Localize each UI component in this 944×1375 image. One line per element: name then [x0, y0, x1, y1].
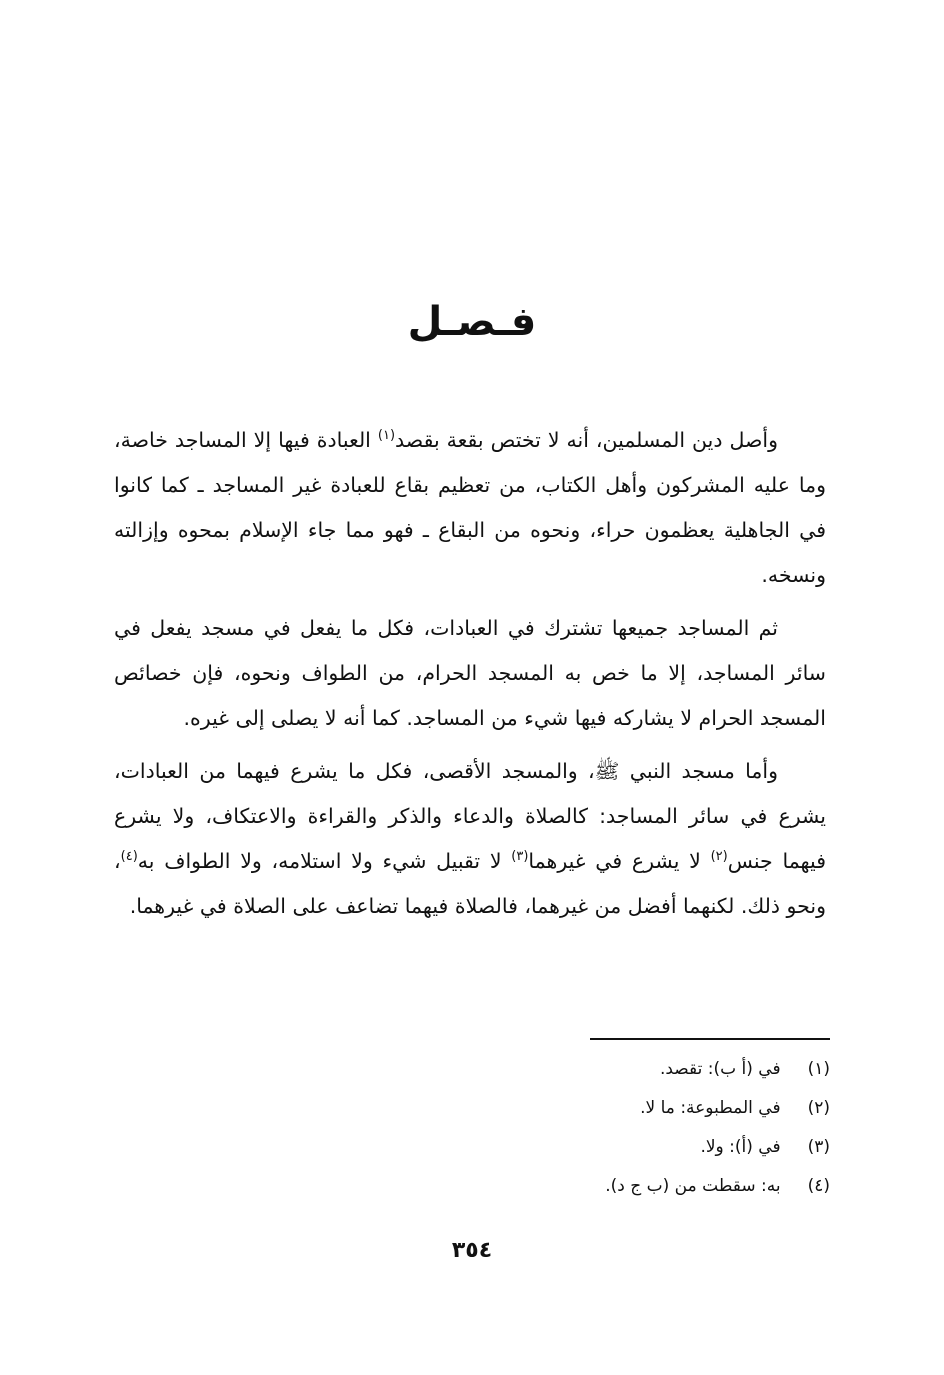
footnote-text: به: سقطت من (ب ج د). [605, 1176, 781, 1196]
footnote-1 [118, 1050, 830, 1089]
footnote-ref-3[interactable]: (٣) [511, 849, 529, 865]
section-title: فـصـل [407, 299, 537, 345]
paragraph-2 [114, 606, 826, 741]
footnote-number: (٤) [807, 1176, 830, 1196]
footnote-number: (١) [807, 1059, 830, 1079]
text-run: ثم المساجد جميعها تشترك في العبادات، فكل ما يفعل في مسجد يفعل في سائر المساجد، إلا ما خص به المسجد الحرام، من الطواف ونحوه، فإن خصائص المسجد الحرام لا يشاركه فيها شيء من المساجد. كما أنه لا يصلى إلى غيره. [114, 616, 826, 730]
body-text [114, 418, 826, 937]
footnote-3 [118, 1128, 830, 1167]
paragraph-3 [114, 749, 826, 929]
text-run: وأما مسجد النبي ﷺ، والمسجد الأقصى، فكل ما يشرع فيهما من العبادات، يشرع في سائر المساجد: كالصلاة والدعاء والذكر والقراءة والاعتكاف، ولا يشرع فيهما جنس [114, 759, 826, 873]
footnote-text: في (أ ب): تقصد. [659, 1059, 781, 1079]
footnote-4 [118, 1167, 830, 1206]
text-run: العبادة فيها إلا المساجد خاصة، وما عليه المشركون وأهل الكتاب، من تعظيم بقاع للعبادة غير المساجد ـ كما كانوا في الجاهلية يعظمون حراء، ونحوه من البقاع ـ فهو مما جاء الإسلام بمحوه وإزالته ونسخه. [114, 428, 826, 587]
paragraph-1 [114, 418, 826, 598]
footnote-ref-2[interactable]: (٢) [710, 849, 728, 865]
page-number: ٣٥٤ [451, 1238, 493, 1263]
footnote-number: (٢) [807, 1098, 830, 1118]
footnote-ref-1[interactable]: (١) [377, 428, 396, 444]
text-run: وأصل دين المسلمين، أنه لا تختص بقعة بقصد [395, 428, 778, 452]
text-run: لا يشرع في غيرهما [528, 849, 711, 873]
footnote-text: في المطبوعة: ما لا. [640, 1098, 781, 1118]
text-run: لا تقبيل شيء ولا استلامه، ولا الطواف به [137, 849, 512, 873]
text-run: ، ونحو ذلك. لكنهما أفضل من غيرهما، فالصلاة فيهما تضاعف على الصلاة في غيرهما. [114, 849, 826, 918]
footnote-text: في (أ): ولا. [700, 1137, 781, 1157]
footnote-ref-4[interactable]: (٤) [120, 849, 138, 865]
footnote-divider [590, 1038, 830, 1040]
footnotes-list [118, 1050, 830, 1206]
footnote-2 [118, 1089, 830, 1128]
footnote-number: (٣) [807, 1137, 830, 1157]
